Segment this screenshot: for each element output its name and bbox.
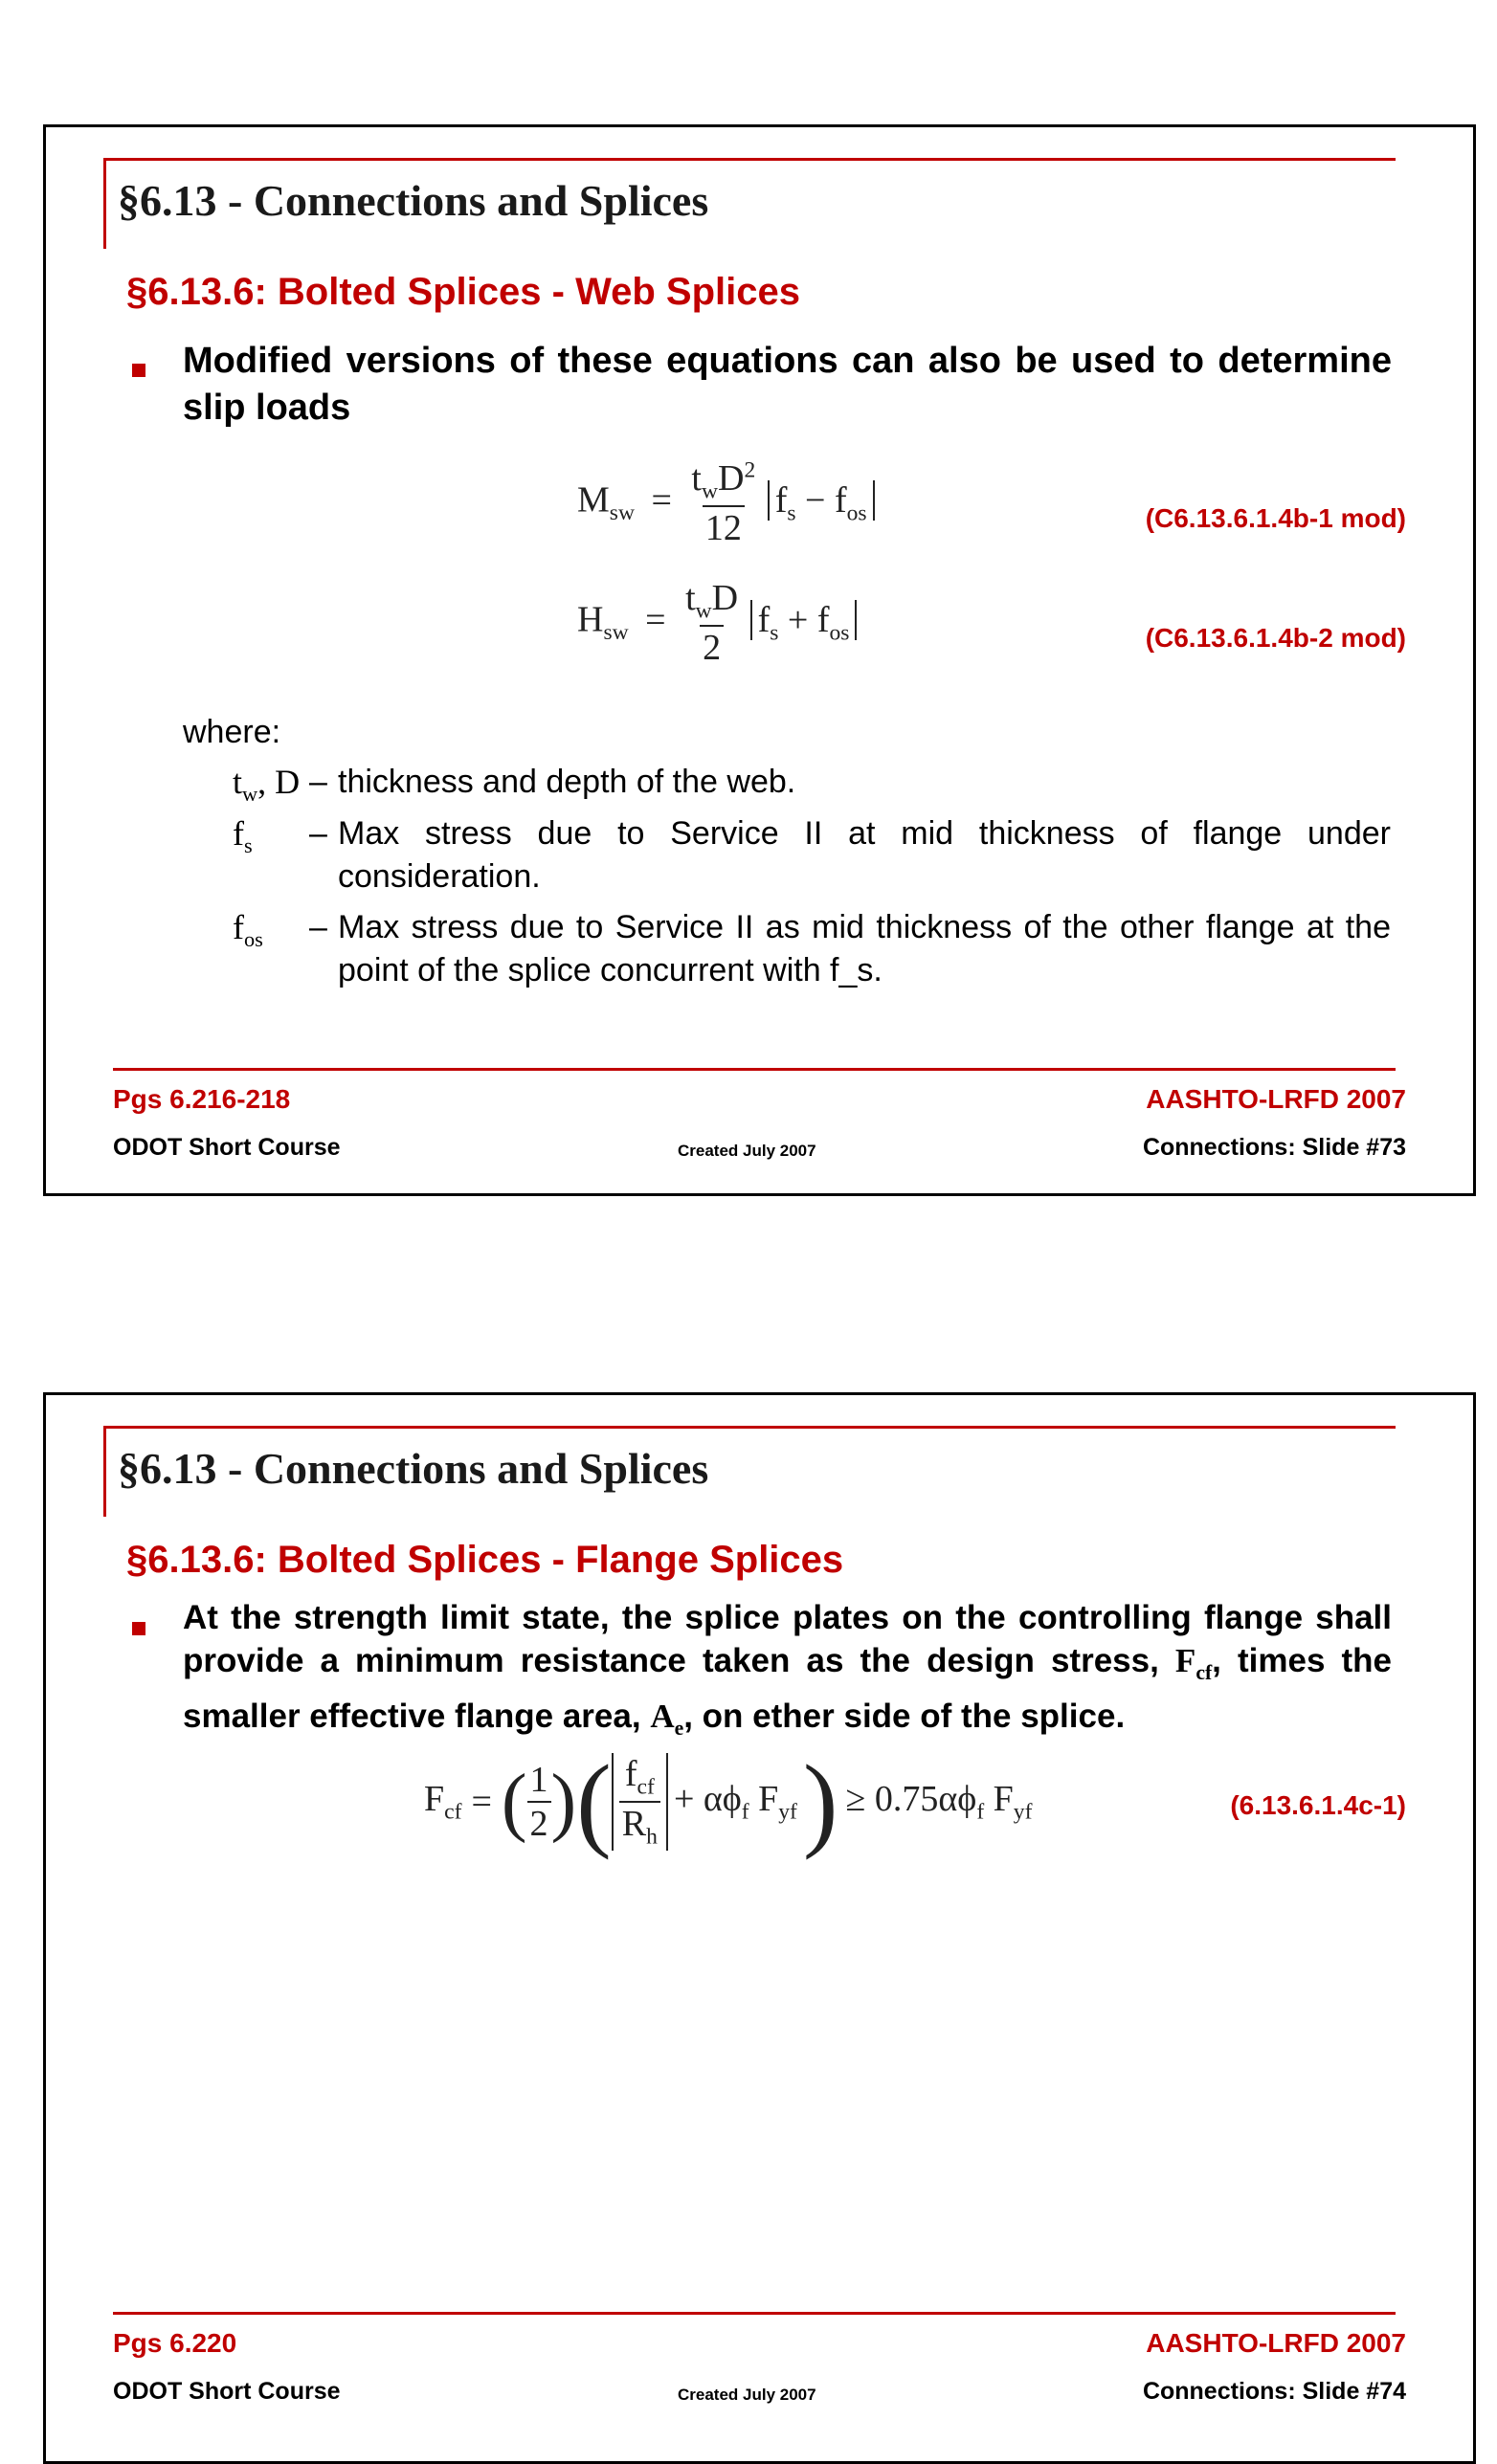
footer-divider	[113, 2312, 1396, 2315]
page-title: §6.13 - Connections and Splices	[118, 1444, 709, 1493]
slide-73	[43, 124, 1476, 1196]
equation-label: (C6.13.6.1.4b-1 mod)	[1145, 503, 1406, 533]
slide-74	[43, 1392, 1476, 2464]
footer-pages: Pgs 6.220	[113, 2328, 237, 2358]
definition-text: Max stress due to Service II at mid thickness of flange under consideration.	[338, 815, 1391, 895]
footer-spec: AASHTO-LRFD 2007	[1146, 1084, 1406, 1114]
bullet-text: At the strength limit state, the splice plates on the controlling flange shall provide a minimum resistance taken as the design stress, $F_{cf}$, times the smaller effective flange area, $A_e$, on ether side of the splice.	[183, 1599, 1392, 1740]
footer-spec: AASHTO-LRFD 2007	[1146, 2328, 1406, 2358]
footer-created: Created July 2007	[678, 2386, 816, 2404]
footer-slide-number: Connections: Slide #73	[1142, 1134, 1406, 1161]
bullet-square-icon	[132, 364, 145, 377]
footer-pages: Pgs 6.216-218	[113, 1084, 291, 1114]
footer-course: ODOT Short Course	[113, 1134, 341, 1161]
section-heading: §6.13.6: Bolted Splices - Web Splices	[126, 271, 800, 313]
where-label: where:	[183, 714, 281, 750]
section-heading: §6.13.6: Bolted Splices - Flange Splices	[126, 1539, 844, 1581]
equation-msw: $M_{sw}$ = $\frac{t_wD^2}{12}$ $f_s - f_{os}$	[577, 457, 875, 549]
equation-label: (6.13.6.1.4c-1)	[1230, 1790, 1406, 1820]
equation-hsw: $H_{sw}$ = $\frac{t_wD}{2}$ $f_s + f_{os}$	[577, 577, 857, 669]
footer-slide-number: Connections: Slide #74	[1142, 2378, 1406, 2405]
symbol-fos: $f_{os}$	[233, 908, 263, 952]
symbol-fs: $f_s$	[233, 814, 253, 858]
equation-fcf: $F_{cf}$ = ( $\frac{1}{2}$ ) ( $\frac{f_{cf}}{R_h}$ + $\alpha\phi_f$ $F_{yf}$ ) ≥ $0.75\alpha\phi_f$ $F_{yf}$	[424, 1743, 1033, 1860]
symbol-tw-d: $t_w$, D	[233, 763, 301, 807]
bullet-text: Modified versions of these equations can also be used to determine slip loads	[183, 341, 1392, 428]
definition-dash: –	[309, 764, 327, 800]
definition-text: thickness and depth of the web.	[338, 764, 796, 800]
equation-label: (C6.13.6.1.4b-2 mod)	[1145, 623, 1406, 653]
footer-divider	[113, 1068, 1396, 1071]
definition-dash: –	[309, 815, 327, 852]
definition-dash: –	[309, 909, 327, 945]
footer-course: ODOT Short Course	[113, 2378, 341, 2405]
bullet-square-icon	[132, 1622, 145, 1635]
page-title: §6.13 - Connections and Splices	[118, 176, 709, 225]
definition-text: Max stress due to Service II as mid thickness of the other flange at the point of the splice concurrent with f_s.	[338, 909, 1391, 988]
footer-created: Created July 2007	[678, 1142, 816, 1160]
